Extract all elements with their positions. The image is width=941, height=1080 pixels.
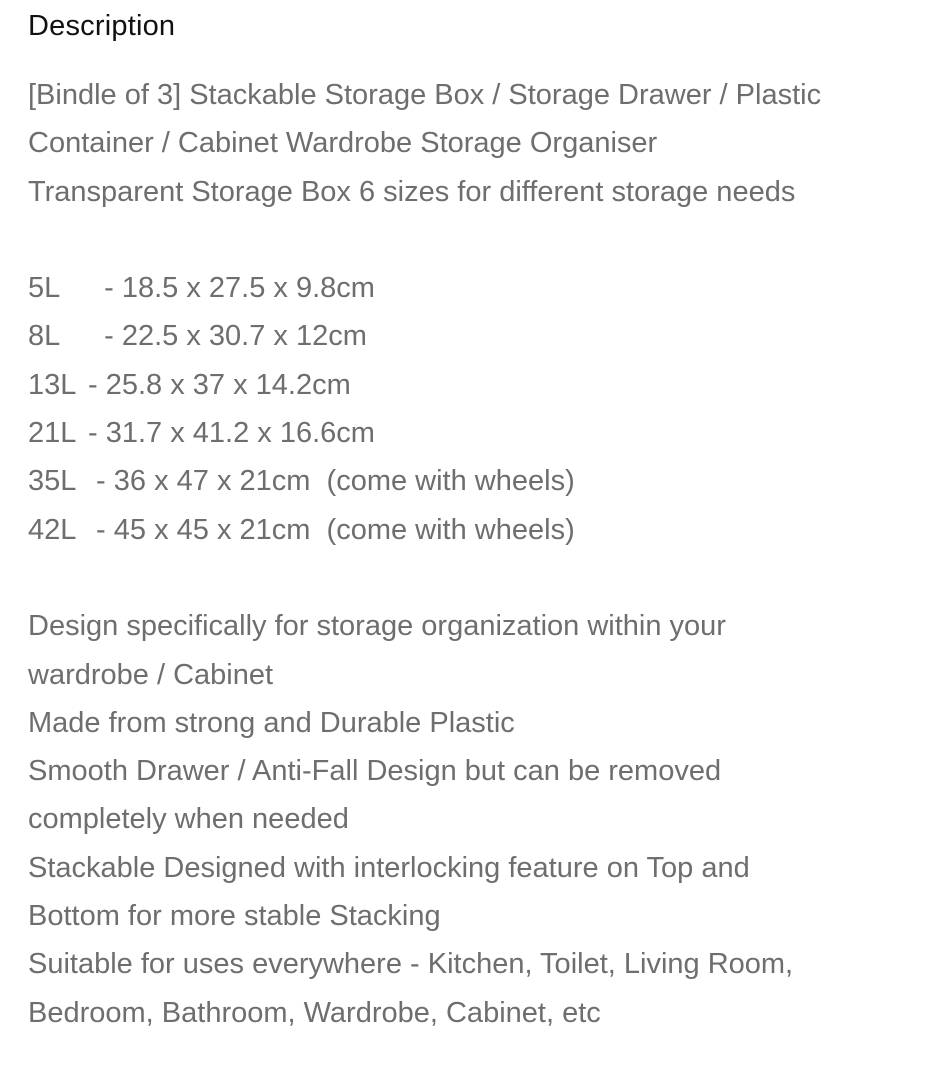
size-list — [28, 264, 918, 554]
size-row — [28, 264, 918, 312]
size-volume: 42L — [28, 513, 77, 546]
spacer — [28, 216, 918, 264]
section-title: Description — [28, 10, 176, 42]
size-row — [28, 409, 918, 457]
size-volume: 5L — [28, 272, 61, 305]
feature-line: wardrobe / Cabinet — [28, 658, 274, 691]
size-dimensions: - 22.5 x 30.7 x 12cm — [88, 320, 367, 353]
size-row — [28, 312, 918, 360]
feature-line: Bottom for more stable Stacking — [28, 900, 441, 933]
feature-line: completely when needed — [28, 803, 349, 836]
size-volume: 8L — [28, 320, 61, 353]
intro-line: Container / Cabinet Wardrobe Storage Organiser — [28, 127, 658, 160]
feature-line: Design specifically for storage organization within your — [28, 610, 726, 643]
size-dimensions: - 45 x 45 x 21cm (come with wheels) — [88, 513, 575, 546]
size-row — [28, 506, 918, 554]
size-volume: 35L — [28, 465, 77, 498]
size-dimensions: - 31.7 x 41.2 x 16.6cm — [88, 417, 375, 450]
size-volume: 21L — [28, 417, 77, 450]
size-dimensions: - 25.8 x 37 x 14.2cm — [88, 368, 351, 401]
feature-line: Made from strong and Durable Plastic — [28, 706, 515, 739]
size-row — [28, 457, 918, 505]
size-row — [28, 361, 918, 409]
feature-line: Bedroom, Bathroom, Wardrobe, Cabinet, etc — [28, 996, 601, 1029]
size-dimensions: - 36 x 47 x 21cm (come with wheels) — [88, 465, 575, 498]
size-dimensions: - 18.5 x 27.5 x 9.8cm — [88, 272, 375, 305]
intro-line: [Bindle of 3] Stackable Storage Box / Storage Drawer / Plastic — [28, 79, 822, 111]
feature-line: Stackable Designed with interlocking feature on Top and — [28, 851, 750, 884]
intro-line: Transparent Storage Box 6 sizes for different storage needs — [28, 175, 796, 208]
size-volume: 13L — [28, 368, 77, 401]
description-body — [28, 71, 918, 1037]
feature-line: Smooth Drawer / Anti-Fall Design but can be removed — [28, 755, 722, 788]
feature-line: Suitable for uses everywhere - Kitchen, Toilet, Living Room, — [28, 948, 794, 981]
spacer — [28, 554, 918, 602]
